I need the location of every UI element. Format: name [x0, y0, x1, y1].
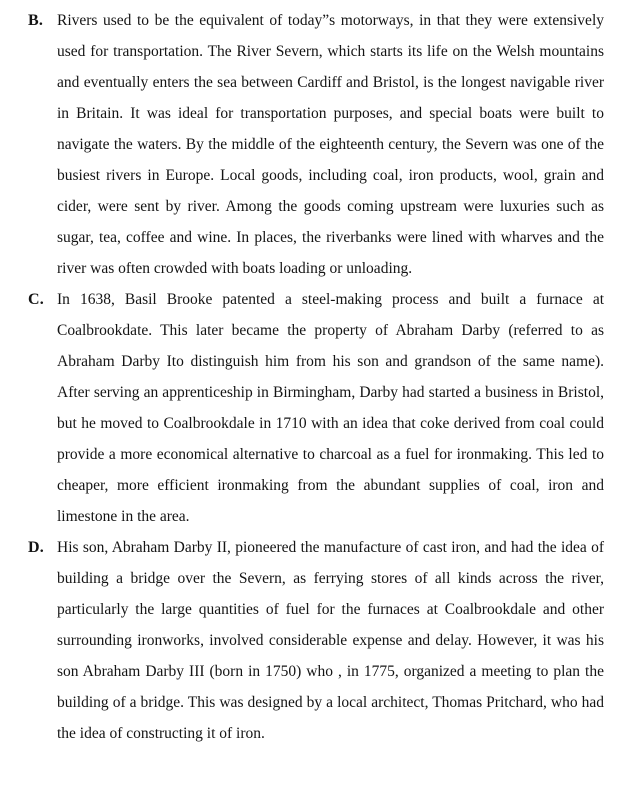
paragraph-c	[28, 284, 604, 532]
paragraph-label-b: B.	[28, 12, 44, 29]
paragraph-label-d: D.	[28, 539, 44, 556]
paragraph-text-c: In 1638, Basil Brooke patented a steel-making process and built a furnace at Coalbrookdate. This later became the property of Abraham Darby (referred to as Abraham Darby Ito distinguish him from his son and grandson of the same name). After serving an apprenticeship in Birmingham, Darby had started a business in Bristol, but he moved to Coalbrookdale in 1710 with an idea that coke derived from coal could provide a more economical alternative to charcoal as a fuel for ironmaking. This led to cheaper, more efficient ironmaking from the abundant supplies of coal, iron and limestone in the area.	[57, 291, 604, 525]
paragraph-d	[28, 532, 604, 749]
paragraph-b	[28, 5, 604, 284]
paragraph-text-b: Rivers used to be the equivalent of today”s motorways, in that they were extensively used for transportation. The River Severn, which starts its life on the Welsh mountains and eventually enters the sea between Cardiff and Bristol, is the longest navigable river in Britain. It was ideal for transportation purposes, and special boats were built to navigate the waters. By the middle of the eighteenth century, the Severn was one of the busiest rivers in Europe. Local goods, including coal, iron products, wool, grain and cider, were sent by river. Among the goods coming upstream were luxuries such as sugar, tea, coffee and wine. In places, the riverbanks were lined with wharves and the river was often crowded with boats loading or unloading.	[57, 12, 604, 277]
paragraph-text-d: His son, Abraham Darby II, pioneered the manufacture of cast iron, and had the idea of building a bridge over the Severn, as ferrying stores of all kinds across the river, particularly the large quantities of fuel for the furnaces at Coalbrookdale and other surrounding ironworks, involved considerable expense and delay. However, it was his son Abraham Darby III (born in 1750) who , in 1775, organized a meeting to plan the building of a bridge. This was designed by a local architect, Thomas Pritchard, who had the idea of constructing it of iron.	[57, 539, 604, 742]
paragraph-label-c: C.	[28, 291, 44, 308]
